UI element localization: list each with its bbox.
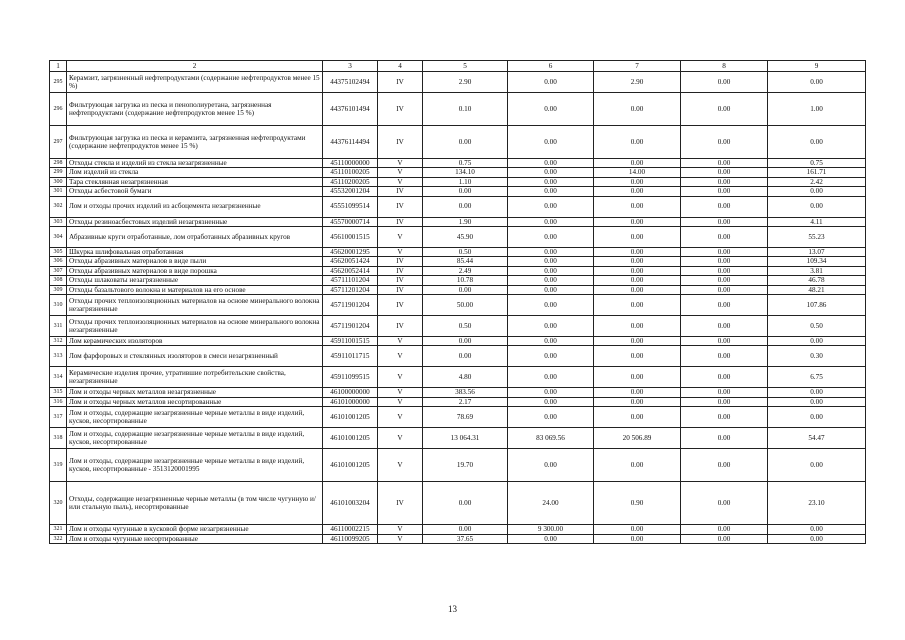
hazard-class-cell: V (378, 407, 423, 428)
value-cell-col8: 0.00 (681, 482, 768, 525)
value-cell-col9: 0.00 (768, 196, 866, 217)
row-number-cell: 311 (50, 316, 67, 337)
hazard-class-cell: IV (378, 316, 423, 337)
value-cell-col5: 0.75 (423, 159, 508, 168)
value-cell-col6: 0.00 (508, 93, 594, 126)
table-row (50, 257, 866, 266)
table-row (50, 177, 866, 186)
hazard-class-cell: V (378, 227, 423, 248)
waste-name-cell: Лом и отходы чугунные в кусковой форме незагрязненные (67, 525, 323, 534)
value-cell-col6: 0.00 (508, 276, 594, 285)
value-cell-col6: 0.00 (508, 407, 594, 428)
value-cell-col7: 0.00 (594, 159, 681, 168)
header-cell: 5 (423, 61, 508, 72)
waste-name-cell: Абразивные круги отработанные, лом отработанных абразивных кругов (67, 227, 323, 248)
hazard-class-cell: IV (378, 285, 423, 294)
value-cell-col9: 0.00 (768, 407, 866, 428)
row-number-cell: 299 (50, 168, 67, 177)
hazard-class-cell: IV (378, 126, 423, 159)
value-cell-col8: 0.00 (681, 177, 768, 186)
value-cell-col5: 13 064.31 (423, 428, 508, 449)
value-cell-col7: 0.90 (594, 482, 681, 525)
table-row (50, 276, 866, 285)
row-number-cell: 313 (50, 346, 67, 367)
table-row (50, 168, 866, 177)
hazard-class-cell: V (378, 337, 423, 346)
value-cell-col7: 0.00 (594, 93, 681, 126)
waste-name-cell: Лом и отходы, содержащие незагрязненные черные металлы в виде изделий, кусков, несортированные (67, 428, 323, 449)
value-cell-col6: 0.00 (508, 248, 594, 257)
row-number-cell: 312 (50, 337, 67, 346)
value-cell-col7: 0.00 (594, 346, 681, 367)
value-cell-col5: 2.17 (423, 397, 508, 406)
row-number-cell: 297 (50, 126, 67, 159)
waste-name-cell: Отходы резиноасбестовых изделий незагрязненные (67, 217, 323, 226)
value-cell-col9: 1.00 (768, 93, 866, 126)
value-cell-col5: 0.00 (423, 525, 508, 534)
value-cell-col9: 0.00 (768, 388, 866, 397)
value-cell-col5: 0.00 (423, 285, 508, 294)
table-header-row (50, 61, 866, 72)
header-cell: 2 (67, 61, 323, 72)
value-cell-col5: 78.69 (423, 407, 508, 428)
waste-code-cell: 45711901204 (323, 316, 378, 337)
waste-code-cell: 45911011715 (323, 346, 378, 367)
value-cell-col9: 0.00 (768, 337, 866, 346)
hazard-class-cell: IV (378, 72, 423, 93)
waste-code-cell: 44375102494 (323, 72, 378, 93)
value-cell-col9: 0.00 (768, 525, 866, 534)
waste-name-cell: Лом изделий из стекла (67, 168, 323, 177)
value-cell-col8: 0.00 (681, 367, 768, 388)
value-cell-col7: 0.00 (594, 337, 681, 346)
value-cell-col7: 0.00 (594, 407, 681, 428)
value-cell-col7: 0.00 (594, 525, 681, 534)
waste-name-cell: Отходы, содержащие незагрязненные черные металлы (в том числе чугунную и/или стальную пыль), несортированные (67, 482, 323, 525)
value-cell-col7: 0.00 (594, 177, 681, 186)
value-cell-col5: 0.00 (423, 337, 508, 346)
value-cell-col6: 0.00 (508, 285, 594, 294)
row-number-cell: 310 (50, 295, 67, 316)
waste-name-cell: Шкурка шлифовальная отработанная (67, 248, 323, 257)
value-cell-col8: 0.00 (681, 337, 768, 346)
value-cell-col5: 2.90 (423, 72, 508, 93)
value-cell-col5: 0.00 (423, 126, 508, 159)
value-cell-col6: 0.00 (508, 168, 594, 177)
waste-name-cell: Фильтрующая загрузка из песка и керамзита, загрязненная нефтепродуктами (содержание нефтепродуктов менее 15 %) (67, 126, 323, 159)
row-number-cell: 308 (50, 276, 67, 285)
waste-code-cell: 45110200205 (323, 177, 378, 186)
hazard-class-cell: IV (378, 276, 423, 285)
table-row (50, 482, 866, 525)
table-row (50, 449, 866, 482)
value-cell-col5: 0.00 (423, 482, 508, 525)
value-cell-col8: 0.00 (681, 257, 768, 266)
hazard-class-cell: V (378, 428, 423, 449)
hazard-class-cell: V (378, 159, 423, 168)
value-cell-col5: 19.70 (423, 449, 508, 482)
value-cell-col8: 0.00 (681, 316, 768, 337)
table-row (50, 316, 866, 337)
value-cell-col8: 0.00 (681, 397, 768, 406)
value-cell-col8: 0.00 (681, 248, 768, 257)
value-cell-col8: 0.00 (681, 428, 768, 449)
hazard-class-cell: IV (378, 257, 423, 266)
value-cell-col9: 3.81 (768, 266, 866, 275)
waste-code-cell: 45110100205 (323, 168, 378, 177)
waste-name-cell: Отходы прочих теплоизоляционных материалов на основе минерального волокна незагрязненные (67, 295, 323, 316)
table-row (50, 285, 866, 294)
hazard-class-cell: V (378, 525, 423, 534)
hazard-class-cell: IV (378, 295, 423, 316)
row-number-cell: 298 (50, 159, 67, 168)
waste-code-cell: 46101001205 (323, 407, 378, 428)
value-cell-col7: 0.00 (594, 397, 681, 406)
hazard-class-cell: V (378, 177, 423, 186)
waste-name-cell: Лом и отходы черных металлов незагрязненные (67, 388, 323, 397)
waste-name-cell: Керамзит, загрязненный нефтепродуктами (содержание нефтепродуктов менее 15 %) (67, 72, 323, 93)
hazard-class-cell: V (378, 397, 423, 406)
waste-code-cell: 45620051424 (323, 257, 378, 266)
value-cell-col9: 0.00 (768, 449, 866, 482)
value-cell-col6: 0.00 (508, 367, 594, 388)
value-cell-col6: 0.00 (508, 227, 594, 248)
row-number-cell: 309 (50, 285, 67, 294)
value-cell-col9: 13.07 (768, 248, 866, 257)
header-cell: 7 (594, 61, 681, 72)
value-cell-col9: 2.42 (768, 177, 866, 186)
value-cell-col6: 24.00 (508, 482, 594, 525)
value-cell-col9: 0.00 (768, 187, 866, 196)
row-number-cell: 320 (50, 482, 67, 525)
hazard-class-cell: V (378, 346, 423, 367)
table-row (50, 227, 866, 248)
value-cell-col5: 0.50 (423, 316, 508, 337)
value-cell-col5: 2.49 (423, 266, 508, 275)
value-cell-col6: 0.00 (508, 397, 594, 406)
waste-code-cell: 45570000714 (323, 217, 378, 226)
value-cell-col7: 0.00 (594, 227, 681, 248)
waste-code-cell: 45711201204 (323, 285, 378, 294)
value-cell-col6: 0.00 (508, 72, 594, 93)
row-number-cell: 318 (50, 428, 67, 449)
hazard-class-cell: V (378, 449, 423, 482)
value-cell-col7: 20 506.89 (594, 428, 681, 449)
value-cell-col9: 4.11 (768, 217, 866, 226)
value-cell-col5: 85.44 (423, 257, 508, 266)
value-cell-col5: 0.00 (423, 187, 508, 196)
row-number-cell: 315 (50, 388, 67, 397)
value-cell-col9: 107.86 (768, 295, 866, 316)
row-number-cell: 317 (50, 407, 67, 428)
value-cell-col5: 0.10 (423, 93, 508, 126)
row-number-cell: 321 (50, 525, 67, 534)
value-cell-col5: 0.00 (423, 346, 508, 367)
value-cell-col9: 0.00 (768, 126, 866, 159)
waste-code-cell: 45110000000 (323, 159, 378, 168)
value-cell-col6: 0.00 (508, 126, 594, 159)
hazard-class-cell: IV (378, 93, 423, 126)
waste-code-cell: 45711901204 (323, 295, 378, 316)
waste-name-cell: Лом и отходы, содержащие незагрязненные черные металлы в виде изделий, кусков, несортированные (67, 407, 323, 428)
value-cell-col8: 0.00 (681, 266, 768, 275)
value-cell-col9: 0.50 (768, 316, 866, 337)
value-cell-col8: 0.00 (681, 217, 768, 226)
value-cell-col6: 0.00 (508, 257, 594, 266)
value-cell-col5: 383.56 (423, 388, 508, 397)
hazard-class-cell: V (378, 248, 423, 257)
row-number-cell: 305 (50, 248, 67, 257)
value-cell-col8: 0.00 (681, 72, 768, 93)
value-cell-col5: 4.80 (423, 367, 508, 388)
value-cell-col7: 14.00 (594, 168, 681, 177)
value-cell-col6: 0.00 (508, 388, 594, 397)
row-number-cell: 303 (50, 217, 67, 226)
waste-code-cell: 45532001204 (323, 187, 378, 196)
value-cell-col8: 0.00 (681, 346, 768, 367)
value-cell-col6: 9 300.00 (508, 525, 594, 534)
hazard-class-cell: IV (378, 217, 423, 226)
value-cell-col8: 0.00 (681, 227, 768, 248)
table-row (50, 397, 866, 406)
hazard-class-cell: IV (378, 187, 423, 196)
hazard-class-cell: IV (378, 196, 423, 217)
table-row (50, 126, 866, 159)
row-number-cell: 296 (50, 93, 67, 126)
value-cell-col6: 0.00 (508, 295, 594, 316)
value-cell-col6: 0.00 (508, 159, 594, 168)
table-row (50, 248, 866, 257)
waste-name-cell: Отходы абразивных материалов в виде порошка (67, 266, 323, 275)
value-cell-col9: 0.30 (768, 346, 866, 367)
table-row (50, 266, 866, 275)
waste-name-cell: Отходы асбестовой бумаги (67, 187, 323, 196)
waste-code-cell: 45711101204 (323, 276, 378, 285)
waste-code-cell: 45911001515 (323, 337, 378, 346)
table-row (50, 346, 866, 367)
value-cell-col9: 46.78 (768, 276, 866, 285)
hazard-class-cell: V (378, 367, 423, 388)
value-cell-col5: 134.10 (423, 168, 508, 177)
value-cell-col5: 45.90 (423, 227, 508, 248)
row-number-cell: 306 (50, 257, 67, 266)
value-cell-col8: 0.00 (681, 525, 768, 534)
waste-code-cell: 46100000000 (323, 388, 378, 397)
value-cell-col7: 0.00 (594, 449, 681, 482)
waste-name-cell: Отходы прочих теплоизоляционных материалов на основе минерального волокна незагрязненные (67, 316, 323, 337)
value-cell-col7: 0.00 (594, 187, 681, 196)
table-row (50, 159, 866, 168)
value-cell-col8: 0.00 (681, 187, 768, 196)
value-cell-col6: 0.00 (508, 196, 594, 217)
header-cell: 8 (681, 61, 768, 72)
waste-code-cell: 46101000000 (323, 397, 378, 406)
waste-name-cell: Лом и отходы черных металлов несортированные (67, 397, 323, 406)
row-number-cell: 302 (50, 196, 67, 217)
waste-code-cell: 45610001515 (323, 227, 378, 248)
value-cell-col5: 0.00 (423, 196, 508, 217)
value-cell-col7: 0.00 (594, 196, 681, 217)
waste-code-cell: 46110002215 (323, 525, 378, 534)
waste-name-cell: Отходы абразивных материалов в виде пыли (67, 257, 323, 266)
row-number-cell: 316 (50, 397, 67, 406)
value-cell-col6: 0.00 (508, 177, 594, 186)
hazard-class-cell: V (378, 168, 423, 177)
waste-code-cell: 45620001295 (323, 248, 378, 257)
page-number: 13 (448, 604, 457, 614)
value-cell-col6: 83 069.56 (508, 428, 594, 449)
value-cell-col9: 0.75 (768, 159, 866, 168)
value-cell-col9: 109.34 (768, 257, 866, 266)
value-cell-col7: 0.00 (594, 248, 681, 257)
value-cell-col7: 0.00 (594, 367, 681, 388)
table-row (50, 367, 866, 388)
hazard-class-cell: IV (378, 482, 423, 525)
waste-name-cell: Отходы базальтового волокна и материалов на его основе (67, 285, 323, 294)
waste-code-cell: 46101001205 (323, 449, 378, 482)
table-row (50, 525, 866, 534)
row-number-cell: 307 (50, 266, 67, 275)
value-cell-col8: 0.00 (681, 168, 768, 177)
table-row (50, 72, 866, 93)
value-cell-col8: 0.00 (681, 388, 768, 397)
hazard-class-cell: IV (378, 266, 423, 275)
table-row (50, 93, 866, 126)
row-number-cell: 319 (50, 449, 67, 482)
value-cell-col9: 55.23 (768, 227, 866, 248)
header-cell: 3 (323, 61, 378, 72)
row-number-cell: 295 (50, 72, 67, 93)
waste-code-cell: 46101001205 (323, 428, 378, 449)
waste-name-cell: Тара стеклянная незагрязненная (67, 177, 323, 186)
value-cell-col7: 0.00 (594, 534, 681, 543)
waste-code-cell: 44376101494 (323, 93, 378, 126)
value-cell-col8: 0.00 (681, 407, 768, 428)
table-row (50, 187, 866, 196)
value-cell-col7: 0.00 (594, 217, 681, 226)
value-cell-col8: 0.00 (681, 196, 768, 217)
hazard-class-cell: V (378, 388, 423, 397)
row-number-cell: 322 (50, 534, 67, 543)
value-cell-col9: 23.10 (768, 482, 866, 525)
value-cell-col7: 0.00 (594, 388, 681, 397)
value-cell-col9: 161.71 (768, 168, 866, 177)
value-cell-col5: 50.00 (423, 295, 508, 316)
table-row (50, 196, 866, 217)
value-cell-col8: 0.00 (681, 276, 768, 285)
value-cell-col9: 48.21 (768, 285, 866, 294)
waste-code-cell: 44376114494 (323, 126, 378, 159)
waste-table-sheet (49, 60, 865, 544)
waste-name-cell: Керамические изделия прочие, утратившие потребительские свойства, незагрязненные (67, 367, 323, 388)
waste-code-cell: 45620052414 (323, 266, 378, 275)
table-row (50, 217, 866, 226)
waste-name-cell: Лом фарфоровых и стеклянных изоляторов в смеси незагрязненный (67, 346, 323, 367)
row-number-cell: 301 (50, 187, 67, 196)
value-cell-col6: 0.00 (508, 187, 594, 196)
table-row (50, 388, 866, 397)
value-cell-col7: 0.00 (594, 126, 681, 159)
waste-code-cell: 46101003204 (323, 482, 378, 525)
waste-name-cell: Лом и отходы, содержащие незагрязненные черные металлы в виде изделий, кусков, несортированные - 3513120001995 (67, 449, 323, 482)
waste-name-cell: Фильтрующая загрузка из песка и пенополиуретана, загрязненная нефтепродуктами (содержание нефтепродуктов менее 15 %) (67, 93, 323, 126)
value-cell-col6: 0.00 (508, 534, 594, 543)
value-cell-col9: 6.75 (768, 367, 866, 388)
row-number-cell: 304 (50, 227, 67, 248)
row-number-cell: 314 (50, 367, 67, 388)
header-cell: 4 (378, 61, 423, 72)
value-cell-col6: 0.00 (508, 449, 594, 482)
table-row (50, 295, 866, 316)
value-cell-col6: 0.00 (508, 346, 594, 367)
value-cell-col6: 0.00 (508, 337, 594, 346)
waste-code-cell: 45551099514 (323, 196, 378, 217)
waste-code-cell: 46110099205 (323, 534, 378, 543)
table-row (50, 428, 866, 449)
value-cell-col8: 0.00 (681, 534, 768, 543)
value-cell-col8: 0.00 (681, 449, 768, 482)
waste-name-cell: Отходы стекла и изделий из стекла незагрязненные (67, 159, 323, 168)
value-cell-col7: 0.00 (594, 316, 681, 337)
row-number-cell: 300 (50, 177, 67, 186)
value-cell-col5: 10.78 (423, 276, 508, 285)
waste-code-cell: 45911099515 (323, 367, 378, 388)
value-cell-col7: 0.00 (594, 257, 681, 266)
table-row (50, 534, 866, 543)
value-cell-col5: 37.65 (423, 534, 508, 543)
header-cell: 1 (50, 61, 67, 72)
value-cell-col6: 0.00 (508, 316, 594, 337)
value-cell-col9: 0.00 (768, 534, 866, 543)
value-cell-col7: 0.00 (594, 285, 681, 294)
value-cell-col5: 1.10 (423, 177, 508, 186)
hazard-class-cell: V (378, 534, 423, 543)
table-row (50, 407, 866, 428)
value-cell-col8: 0.00 (681, 93, 768, 126)
value-cell-col6: 0.00 (508, 217, 594, 226)
waste-name-cell: Лом и отходы прочих изделий из асбоцемента незагрязненные (67, 196, 323, 217)
waste-table (49, 60, 866, 544)
value-cell-col7: 2.90 (594, 72, 681, 93)
value-cell-col9: 54.47 (768, 428, 866, 449)
value-cell-col6: 0.00 (508, 266, 594, 275)
value-cell-col5: 0.50 (423, 248, 508, 257)
value-cell-col8: 0.00 (681, 285, 768, 294)
value-cell-col7: 0.00 (594, 295, 681, 316)
table-row (50, 337, 866, 346)
value-cell-col5: 1.90 (423, 217, 508, 226)
header-cell: 6 (508, 61, 594, 72)
value-cell-col9: 0.00 (768, 72, 866, 93)
value-cell-col8: 0.00 (681, 295, 768, 316)
value-cell-col8: 0.00 (681, 126, 768, 159)
waste-name-cell: Лом и отходы чугунные несортированные (67, 534, 323, 543)
header-cell: 9 (768, 61, 866, 72)
waste-name-cell: Лом керамических изоляторов (67, 337, 323, 346)
value-cell-col8: 0.00 (681, 159, 768, 168)
waste-name-cell: Отходы шлаковаты незагрязненные (67, 276, 323, 285)
value-cell-col9: 0.00 (768, 397, 866, 406)
value-cell-col7: 0.00 (594, 266, 681, 275)
value-cell-col7: 0.00 (594, 276, 681, 285)
